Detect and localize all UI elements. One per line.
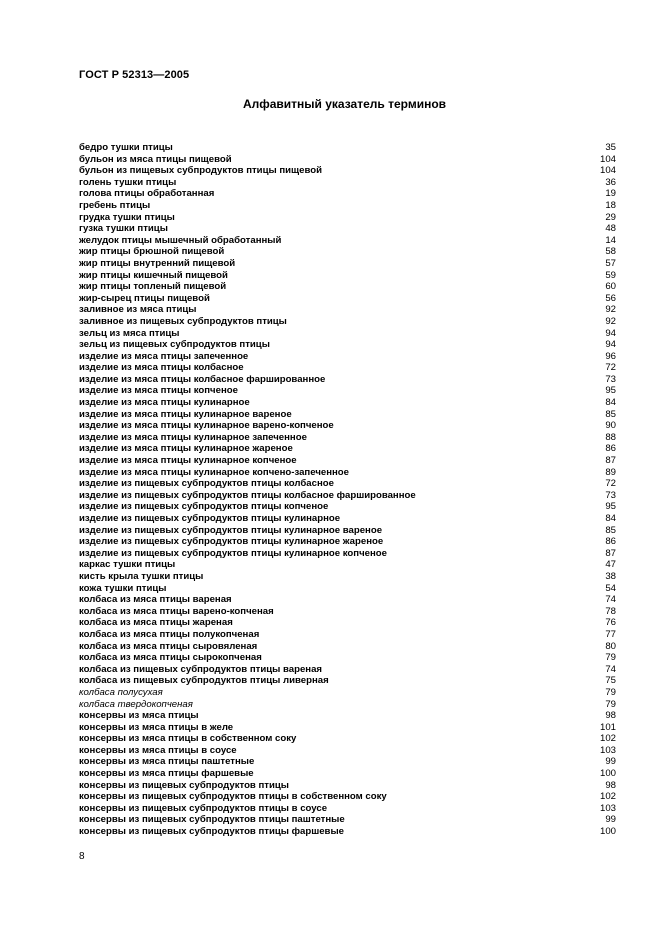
index-term: кисть крыла тушки птицы xyxy=(79,570,204,582)
index-term: колбаса из мяса птицы варено-копченая xyxy=(79,605,274,617)
index-term: изделие из пищевых субпродуктов птицы колбасное xyxy=(79,478,334,490)
index-term-page: 54 xyxy=(605,582,616,594)
index-term: консервы из мяса птицы в соусе xyxy=(79,744,237,756)
index-term: изделие из пищевых субпродуктов птицы копченое xyxy=(79,501,329,513)
index-entry xyxy=(79,223,616,235)
index-entry xyxy=(79,304,616,316)
index-term: изделие из мяса птицы кулинарное копченое xyxy=(79,455,297,467)
index-term: гребень птицы xyxy=(79,199,151,211)
index-entry xyxy=(79,583,616,595)
index-term-page: 86 xyxy=(605,536,616,548)
index-term: консервы из мяса птицы фаршевые xyxy=(79,768,254,780)
index-term: изделие из мяса птицы колбасное xyxy=(79,362,244,374)
index-term: жир птицы внутренний пищевой xyxy=(79,257,236,269)
index-entry xyxy=(79,339,616,351)
index-term: колбаса из пищевых субпродуктов птицы вареная xyxy=(79,663,323,675)
index-term-page: 84 xyxy=(605,513,616,524)
index-term: изделие из мяса птицы кулинарное жареное xyxy=(79,443,293,455)
index-term-page: 73 xyxy=(605,489,616,501)
index-term: зельц из мяса птицы xyxy=(79,327,180,339)
index-term: каркас тушки птицы xyxy=(79,559,176,571)
index-term: изделие из мяса птицы кулинарное варено-копченое xyxy=(79,420,334,432)
index-term-page: 94 xyxy=(605,339,616,351)
index-entry xyxy=(79,316,616,328)
index-term: желудок птицы мышечный обработанный xyxy=(79,234,282,246)
index-entry xyxy=(79,165,616,177)
index-term: консервы из мяса птицы в желе xyxy=(79,721,234,733)
index-term-page: 95 xyxy=(605,385,616,397)
index-term-page: 74 xyxy=(605,594,616,606)
index-entry xyxy=(79,270,616,282)
index-term-page: 104 xyxy=(599,165,616,177)
index-term-page: 75 xyxy=(605,675,616,687)
index-term-page: 79 xyxy=(605,698,616,710)
index-entry xyxy=(79,467,616,479)
index-entry xyxy=(79,235,616,247)
index-term-page: 98 xyxy=(605,710,616,722)
index-term: консервы из мяса птицы xyxy=(79,710,199,722)
index-term: колбаса из мяса птицы вареная xyxy=(79,594,232,606)
index-entry xyxy=(79,641,616,653)
index-term-page: 92 xyxy=(605,304,616,316)
index-term-page: 102 xyxy=(599,733,616,745)
index-term-page: 88 xyxy=(605,431,616,443)
index-term-page: 89 xyxy=(605,466,616,478)
index-entry xyxy=(79,281,616,293)
index-term-page: 99 xyxy=(605,756,616,768)
index-term-page: 85 xyxy=(605,408,616,420)
index-term-page: 87 xyxy=(605,455,616,467)
index-entry xyxy=(79,246,616,258)
index-title: Алфавитный указатель терминов xyxy=(242,97,447,111)
index-term-page: 14 xyxy=(605,234,616,246)
index-term-page: 85 xyxy=(605,524,616,536)
index-entry xyxy=(79,803,616,815)
index-entry xyxy=(79,293,616,305)
index-term: изделие из мяса птицы колбасное фаршированное xyxy=(79,373,326,385)
index-term: изделие из мяса птицы копченое xyxy=(79,385,238,397)
index-term-page: 94 xyxy=(605,327,616,339)
index-term-page: 92 xyxy=(605,315,616,327)
index-term: изделие из мяса птицы запеченное xyxy=(79,350,249,362)
index-term: зельц из пищевых субпродуктов птицы xyxy=(79,339,270,351)
index-term: консервы из мяса птицы паштетные xyxy=(79,756,255,768)
index-term: консервы из пищевых субпродуктов птицы xyxy=(79,779,289,791)
index-term-page: 84 xyxy=(605,397,616,409)
index-entry xyxy=(79,606,616,618)
index-entry xyxy=(79,780,616,792)
index-term: голова птицы обработанная xyxy=(79,188,215,200)
index-entry xyxy=(79,629,616,641)
index-term-page: 103 xyxy=(599,744,616,756)
document-code: ГОСТ Р 52313—2005 xyxy=(79,69,190,81)
index-term: жир птицы брюшной пищевой xyxy=(79,246,225,258)
page-number: 8 xyxy=(79,851,85,862)
index-term-page: 59 xyxy=(605,269,616,281)
index-entry xyxy=(79,722,616,734)
index-entry xyxy=(79,397,616,409)
index-term-page: 102 xyxy=(599,791,616,803)
index-term-page: 101 xyxy=(599,721,616,733)
index-term: голень тушки птицы xyxy=(79,176,177,188)
index-entry xyxy=(79,699,616,711)
index-term-page: 96 xyxy=(605,350,616,362)
index-term-page: 35 xyxy=(605,142,616,153)
index-entry xyxy=(79,385,616,397)
index-term-page: 86 xyxy=(605,443,616,455)
index-entry xyxy=(79,200,616,212)
index-term-page: 79 xyxy=(605,652,616,664)
index-entry xyxy=(79,652,616,664)
index-term-page: 56 xyxy=(605,292,616,304)
index-term-page: 47 xyxy=(605,559,616,571)
index-term-page: 79 xyxy=(605,686,616,698)
index-term: изделие из мяса птицы кулинарное вареное xyxy=(79,408,292,420)
index-term: заливное из мяса птицы xyxy=(79,304,197,316)
index-term-page: 19 xyxy=(605,188,616,200)
index-entry xyxy=(79,525,616,537)
index-entry xyxy=(79,409,616,421)
index-term: изделие из пищевых субпродуктов птицы кулинарное копченое xyxy=(79,547,387,559)
index-entry xyxy=(79,826,616,838)
index-term-page: 98 xyxy=(605,779,616,791)
index-entry xyxy=(79,513,616,525)
index-term: консервы из мяса птицы в собственном соку xyxy=(79,733,297,745)
index-term: консервы из пищевых субпродуктов птицы в соусе xyxy=(79,802,328,814)
index-term: консервы из пищевых субпродуктов птицы фаршевые xyxy=(79,826,344,838)
index-entry xyxy=(79,374,616,386)
index-term: грудка тушки птицы xyxy=(79,211,175,223)
index-term: заливное из пищевых субпродуктов птицы xyxy=(79,315,287,327)
index-entry xyxy=(79,594,616,606)
index-term: колбаса полусухая xyxy=(79,686,163,698)
index-term: бедро тушки птицы xyxy=(79,142,173,153)
index-term: изделие из пищевых субпродуктов птицы кулинарное xyxy=(79,513,341,524)
index-entry xyxy=(79,328,616,340)
index-term-page: 77 xyxy=(605,628,616,640)
index-term: изделие из мяса птицы кулинарное запеченное xyxy=(79,431,307,443)
index-entry xyxy=(79,212,616,224)
index-entry xyxy=(79,455,616,467)
index-term: бульон из пищевых субпродуктов птицы пищевой xyxy=(79,165,322,177)
index-entry xyxy=(79,733,616,745)
index-term-page: 95 xyxy=(605,501,616,513)
index-entry xyxy=(79,791,616,803)
index-term-page: 72 xyxy=(605,362,616,374)
index-entry xyxy=(79,745,616,757)
index-term: консервы из пищевых субпродуктов птицы паштетные xyxy=(79,814,345,826)
index-term: изделие из пищевых субпродуктов птицы колбасное фаршированное xyxy=(79,489,416,501)
index-entry xyxy=(79,177,616,189)
index-term-page: 104 xyxy=(599,153,616,165)
index-entry xyxy=(79,664,616,676)
index-entry xyxy=(79,768,616,780)
index-term-page: 78 xyxy=(605,605,616,617)
index-term: колбаса из мяса птицы жареная xyxy=(79,617,233,629)
index-entry xyxy=(79,687,616,699)
index-entry xyxy=(79,351,616,363)
index-term-page: 99 xyxy=(605,814,616,826)
index-term: жир птицы кишечный пищевой xyxy=(79,269,228,281)
index-term-page: 60 xyxy=(605,281,616,293)
index-term: бульон из мяса птицы пищевой xyxy=(79,153,232,165)
index-term: изделие из пищевых субпродуктов птицы кулинарное жареное xyxy=(79,536,384,548)
index-entry xyxy=(79,478,616,490)
index-term: колбаса из мяса птицы сырокопченая xyxy=(79,652,262,664)
index-entry xyxy=(79,559,616,571)
index-entry xyxy=(79,432,616,444)
index-term-page: 72 xyxy=(605,478,616,490)
index-term-page: 29 xyxy=(605,211,616,223)
index-term: колбаса из мяса птицы сыровяленая xyxy=(79,640,258,652)
index-entry xyxy=(79,675,616,687)
index-term: жир-сырец птицы пищевой xyxy=(79,292,210,304)
index-entry xyxy=(79,814,616,826)
index-term-page: 76 xyxy=(605,617,616,629)
index-term: жир птицы топленый пищевой xyxy=(79,281,227,293)
index-term-page: 18 xyxy=(605,199,616,211)
index-entry xyxy=(79,490,616,502)
index-term-page: 48 xyxy=(605,223,616,235)
index-term-page: 103 xyxy=(599,802,616,814)
index-entry xyxy=(79,756,616,768)
index-term: кожа тушки птицы xyxy=(79,582,167,594)
index-term: изделие из мяса птицы кулинарное копчено-запеченное xyxy=(79,466,350,478)
index-entry xyxy=(79,362,616,374)
index-term: колбаса из пищевых субпродуктов птицы ливерная xyxy=(79,675,329,687)
index-term: консервы из пищевых субпродуктов птицы в собственном соку xyxy=(79,791,387,803)
index-entry xyxy=(79,443,616,455)
index-entry xyxy=(79,154,616,166)
index-entry xyxy=(79,420,616,432)
index-term-page: 38 xyxy=(605,570,616,582)
index-term-page: 58 xyxy=(605,246,616,258)
index-term-page: 90 xyxy=(605,420,616,432)
index-entry xyxy=(79,501,616,513)
index-term: изделие из мяса птицы кулинарное xyxy=(79,397,250,409)
index-term: изделие из пищевых субпродуктов птицы кулинарное вареное xyxy=(79,524,383,536)
index-term-page: 74 xyxy=(605,663,616,675)
index-entry xyxy=(79,617,616,629)
index-term-page: 100 xyxy=(599,826,616,838)
index-entry xyxy=(79,571,616,583)
index-term: гузка тушки птицы xyxy=(79,223,168,235)
term-index-list xyxy=(79,142,616,838)
index-term-page: 57 xyxy=(605,257,616,269)
index-term-page: 80 xyxy=(605,640,616,652)
index-term-page: 73 xyxy=(605,373,616,385)
index-entry xyxy=(79,188,616,200)
index-entry xyxy=(79,142,616,154)
index-term: колбаса из мяса птицы полукопченая xyxy=(79,628,260,640)
index-entry xyxy=(79,536,616,548)
index-term-page: 36 xyxy=(605,176,616,188)
index-term-page: 87 xyxy=(605,547,616,559)
index-term-page: 100 xyxy=(599,768,616,780)
index-entry xyxy=(79,258,616,270)
index-entry xyxy=(79,710,616,722)
index-term: колбаса твердокопченая xyxy=(79,698,193,710)
index-entry xyxy=(79,548,616,560)
